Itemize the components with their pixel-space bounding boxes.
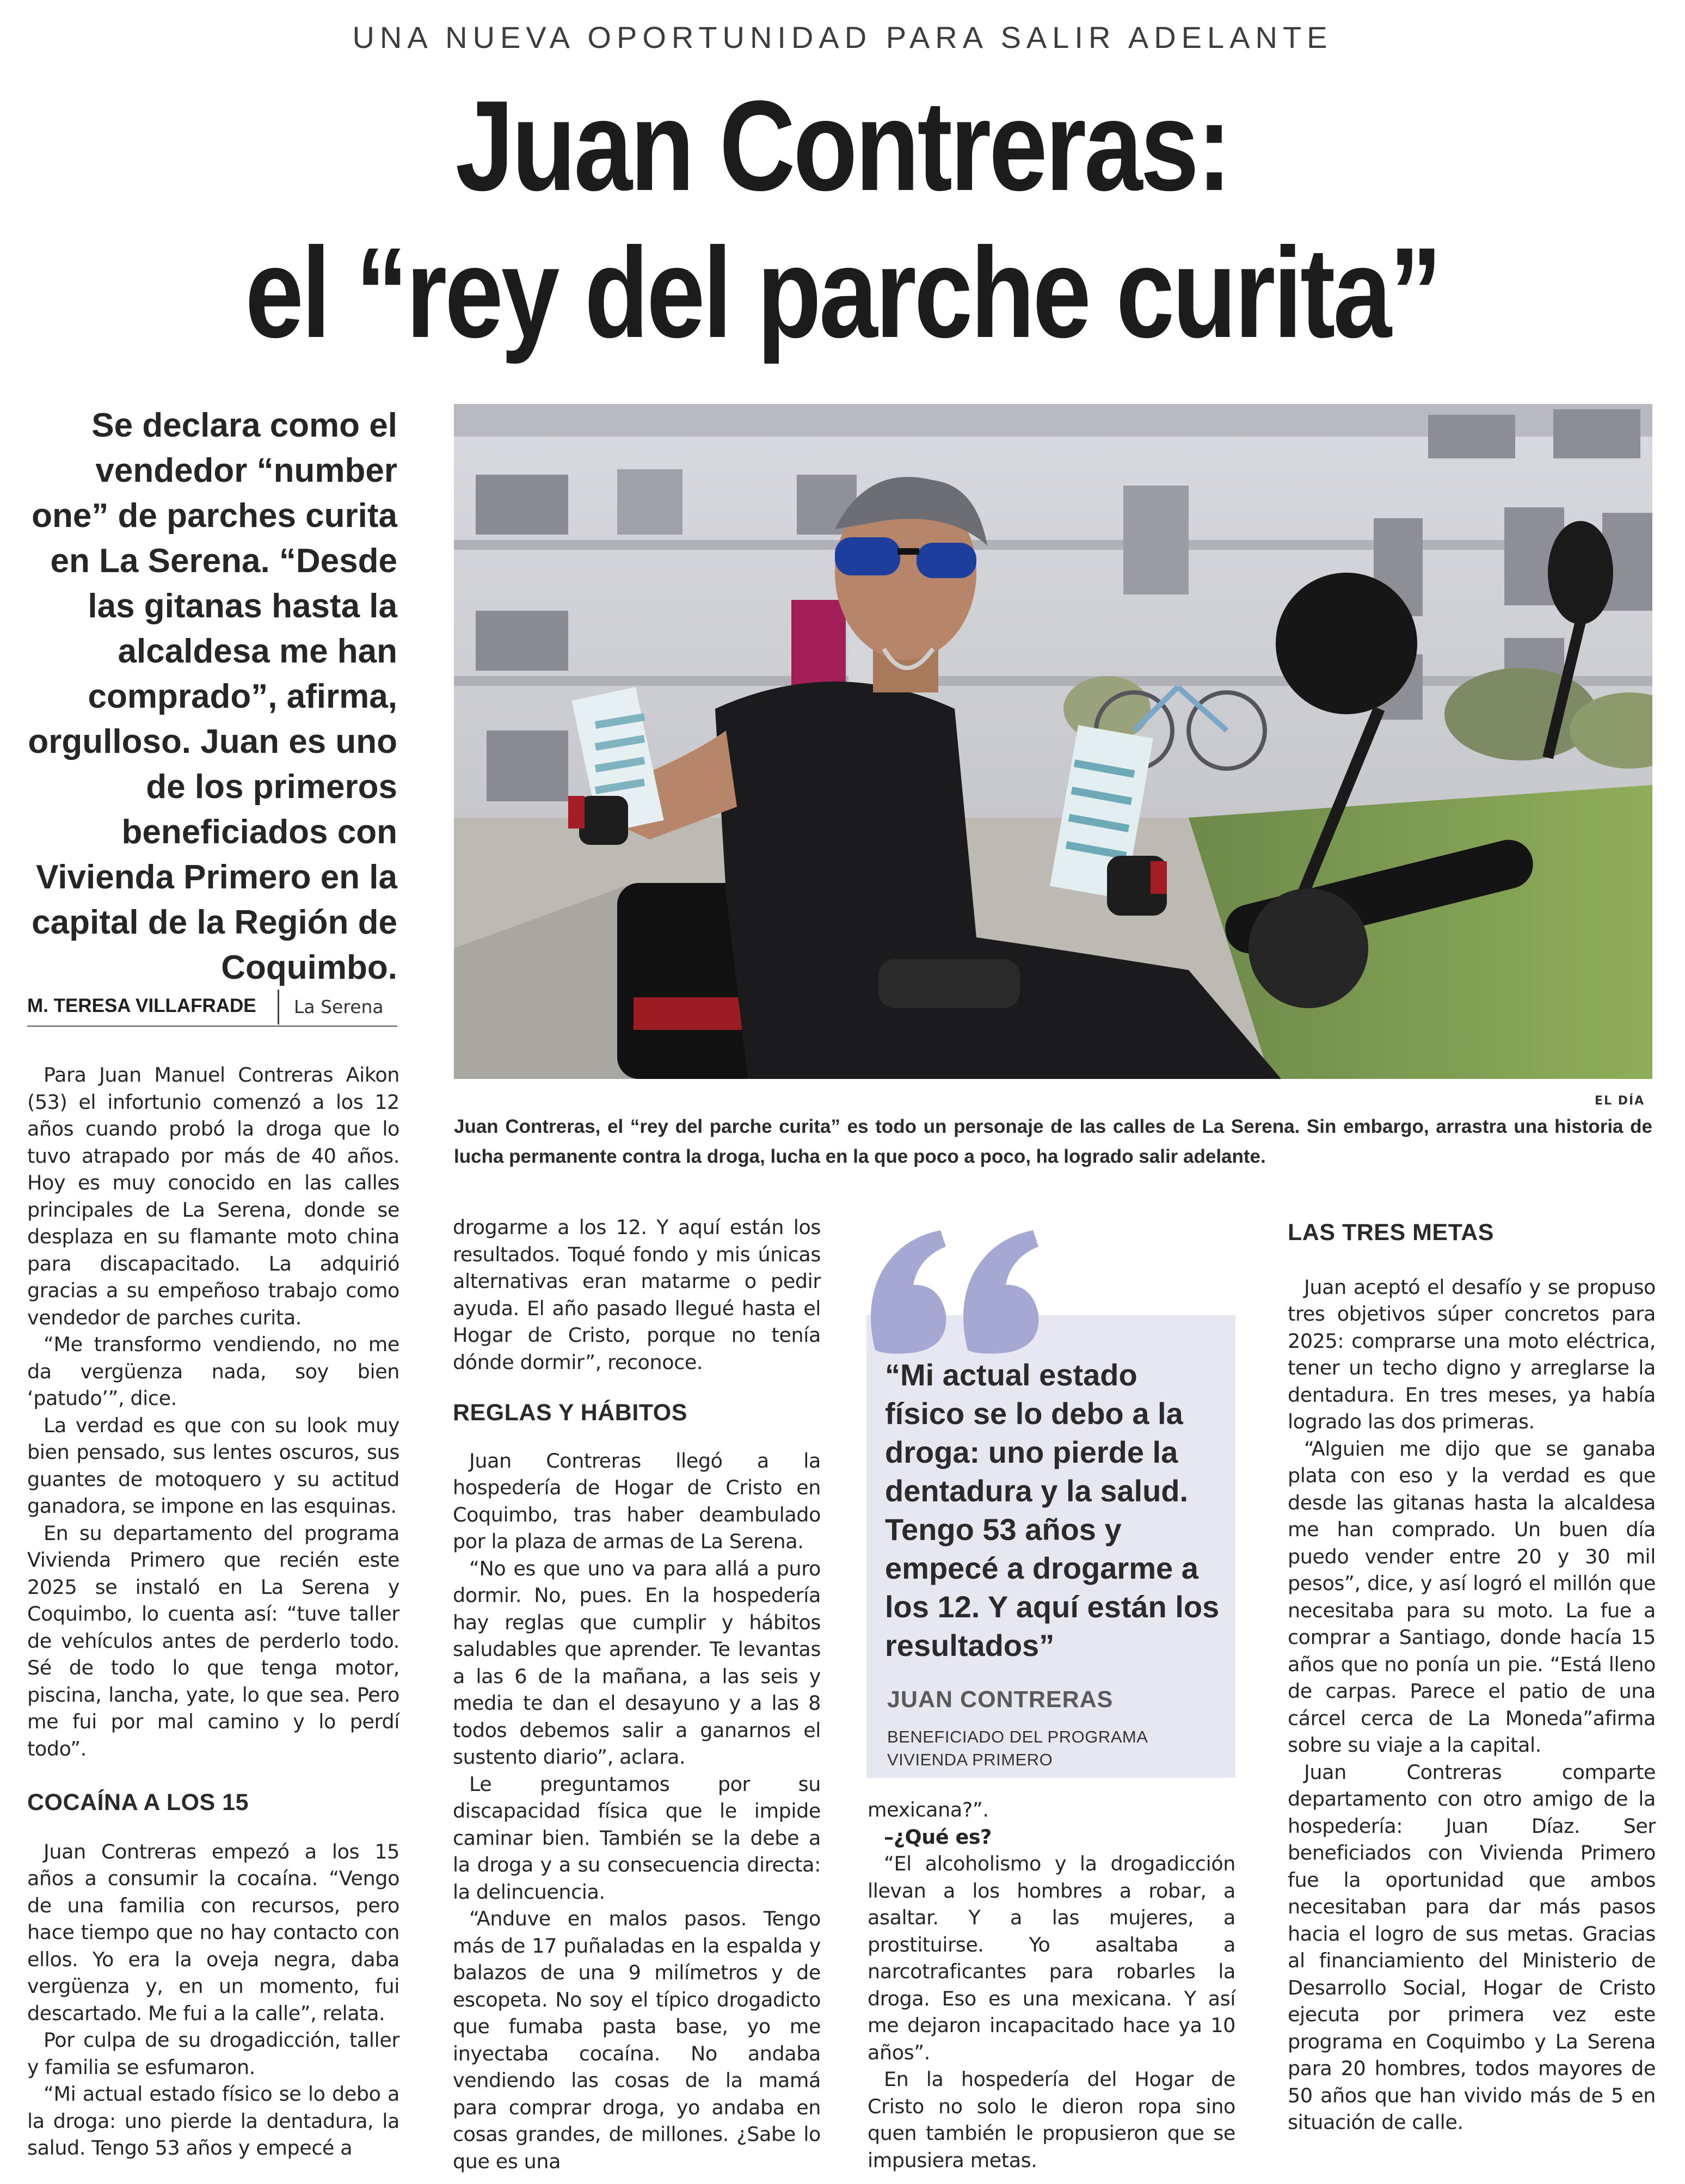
- body-paragraph: Para Juan Manuel Contreras Aikon (53) el infortunio comenzó a los 12 años cuando probó la droga que lo tuvo atrapado por más de 40 años. Hoy es muy conocido en las calles principales de La Serena, donde se desplaza en su flamante moto china para discapacitado. La adquirió gracias a su empeñoso trabajo como vendedor de parches curita.: [27, 1063, 399, 1329]
- body-paragraph: Juan Contreras llegó a la hospedería de Hogar de Cristo en Coquimbo, tras haber deambulado por la plaza de armas de La Serena.: [453, 1449, 821, 1553]
- body-paragraph: Por culpa de su drogadicción, taller y familia se esfumaron.: [27, 2028, 399, 2079]
- author-name: M. TERESA VILLAFRADE: [27, 995, 256, 1016]
- body-paragraph: En su departamento del programa Vivienda Primero que recién este 2025 se instaló en La Serena y Coquimbo, lo cuenta así: “tuve taller de vehículos antes de perderlo todo. Sé de todo lo que tenga motor, piscina, lancha, yate, lo que sea. Pero me fui por mal camino y lo perdí todo”.: [27, 1521, 399, 1760]
- column-1: [27, 1062, 399, 2162]
- body-paragraph: Juan Contreras empezó a los 15 años a consumir la cocaína. “Vengo de una familia con recursos, pero hace tiempo que no hay contacto con ellos. Yo era la oveja negra, daba vergüenza y, en un momento, fui descartado. Me fui a la calle”, relata.: [27, 1839, 399, 2025]
- quote-mark-icon: [859, 1225, 1055, 1355]
- pullquote-role: BENEFICIADO DEL PROGRAMA VIVIENDA PRIMERO: [887, 1727, 1147, 1769]
- byline-rule: [27, 1026, 397, 1027]
- photo-credit: EL DÍA: [1595, 1094, 1645, 1108]
- pullquote-name: JUAN CONTRERAS: [887, 1686, 1114, 1713]
- body-paragraph: “Me transformo vendiendo, no me da vergüenza nada, soy bien ‘patudo’”, dice.: [27, 1333, 399, 1410]
- dateline-location: La Serena: [294, 996, 384, 1017]
- body-paragraph: En la hospedería del Hogar de Cristo no solo le dieron ropa sino quen también le propusieron que se impusiera metas.: [868, 2068, 1235, 2172]
- photo-caption: Juan Contreras, el “rey del parche curita” es todo un personaje de las calles de La Serena. Sin embargo, arrastra una historia de lucha permanente contra la droga, lucha en la que poco a poco, ha logrado salir adelante.: [454, 1116, 1652, 1167]
- body-paragraph: “Alguien me dijo que se ganaba plata con eso y la verdad es que desde las gitanas hasta la alcaldesa me han comprado. Un buen día puedo vender entre 20 y 30 mil pesos”, dice, y así logró el millón que necesitaba para su moto. La fue a comprar a Santiago, donde hacía 15 años que no ponía un pie. “Está lleno de carpas. Parece el patio de una cárcel cerca de La Moneda”afirma sobre su viaje a la capital.: [1288, 1437, 1656, 1757]
- body-paragraph: mexicana?”.: [868, 1798, 989, 1821]
- body-paragraph: “El alcoholismo y la drogadicción llevan a los hombres a robar, a asaltar. Y a las mujeres, a prostituirse. Yo asaltaba a narcotraficantes para robarles la droga. Eso es una mexicana. Y así me dejaron incapacitado hace ya 10 años”.: [868, 1852, 1235, 2064]
- body-paragraph: drogarme a los 12. Y aquí están los resultados. Toqué fondo y mis únicas alternativas eran matarme o pedir ayuda. El año pasado llegué hasta el Hogar de Cristo, porque no tenía dónde dormir”, reconoce.: [453, 1216, 821, 1374]
- section-kicker: UNA NUEVA OPORTUNIDAD PARA SALIR ADELANTE: [352, 20, 1333, 54]
- photo-illustration: [454, 404, 1652, 1079]
- column-4: [1288, 1219, 1656, 2136]
- body-paragraph: Juan Contreras comparte departamento con otro amigo de la hospedería: Juan Díaz. Ser beneficiados con Vivienda Primero fue la oportunidad que ambos necesitaban para dar más pasos hacia el logro de sus metas. Gracias al financiamiento del Ministerio de Desarrollo Social, Hogar de Cristo ejecuta por primera vez este programa en Coquimbo y La Serena para 20 hombres, todos mayores de 50 años que han vivido más de 5 en situación de calle.: [1288, 1760, 1656, 2134]
- pullquote-text: “Mi actual estado físico se lo debo a la droga: uno pierde la dentadura y la salud. Tengo 53 años y empecé a drogarme a los 12. Y aquí están los resultados”: [885, 1358, 1220, 1662]
- body-paragraph: “Anduve en malos pasos. Tengo más de 17 puñaladas en la espalda y balazos de una 9 milímetros y de escopeta. No soy el típico drogadicto que fumaba pasta base, yo me inyectaba cocaína. No andaba vendiendo las cosas de la mamá para comprar droga, yo andaba en cosas grandes, de millones. ¿Sabe lo que es una: [453, 1907, 821, 2173]
- headline-line-2: el “rey del parche curita”: [245, 221, 1440, 365]
- headline-line-1: Juan Contreras:: [455, 74, 1230, 218]
- body-paragraph: La verdad es que con su look muy bien pensado, sus lentes oscuros, sus guantes de motoquero y su actitud ganadora, se impone en las esquinas.: [27, 1413, 399, 1518]
- article-photo: [454, 404, 1652, 1079]
- subheading-reglas: REGLAS Y HÁBITOS: [453, 1400, 687, 1426]
- column-3: [868, 1796, 1235, 2174]
- byline-divider: [278, 990, 279, 1024]
- body-paragraph: “No es que uno va para allá a puro dormir. No, pues. En la hospedería hay reglas que cumplir y hábitos saludables que aprender. Te levantas a las 6 de la mañana, a las seis y media te dan el desayuno y a las 8 todos debemos salir a ganarnos el sustento diario”, aclara.: [453, 1556, 821, 1769]
- body-paragraph: Juan aceptó el desafío y se propuso tres objetivos súper concretos para 2025: comprarse una moto eléctrica, tener un techo digno y arreglarse la dentadura. En tres meses, ya había logrado las dos primeras.: [1288, 1275, 1656, 1433]
- body-question: –¿Qué es?: [884, 1825, 992, 1849]
- body-paragraph: “Mi actual estado físico se lo debo a la droga: uno pierde la dentadura, la salud. Tengo 53 años y empecé a: [27, 2082, 399, 2160]
- subheading-cocaina: COCAÍNA A LOS 15: [27, 1789, 249, 1815]
- column-2: [453, 1214, 821, 2175]
- byline: [27, 990, 397, 1024]
- subheading-metas: LAS TRES METAS: [1288, 1219, 1494, 1246]
- body-paragraph: Le preguntamos por su discapacidad física que le impide caminar bien. También se la debe a la droga y a su consecuencia directa: la delincuencia.: [453, 1772, 821, 1904]
- lead-paragraph: Se declara como el vendedor “number one” de parches curita en La Serena. “Desde las gitanas hasta la alcaldesa me han comprado”, afirma, orgulloso. Juan es uno de los primeros beneficiados con Vivienda Primero en la capital de la Región de Coquimbo.: [28, 407, 397, 986]
